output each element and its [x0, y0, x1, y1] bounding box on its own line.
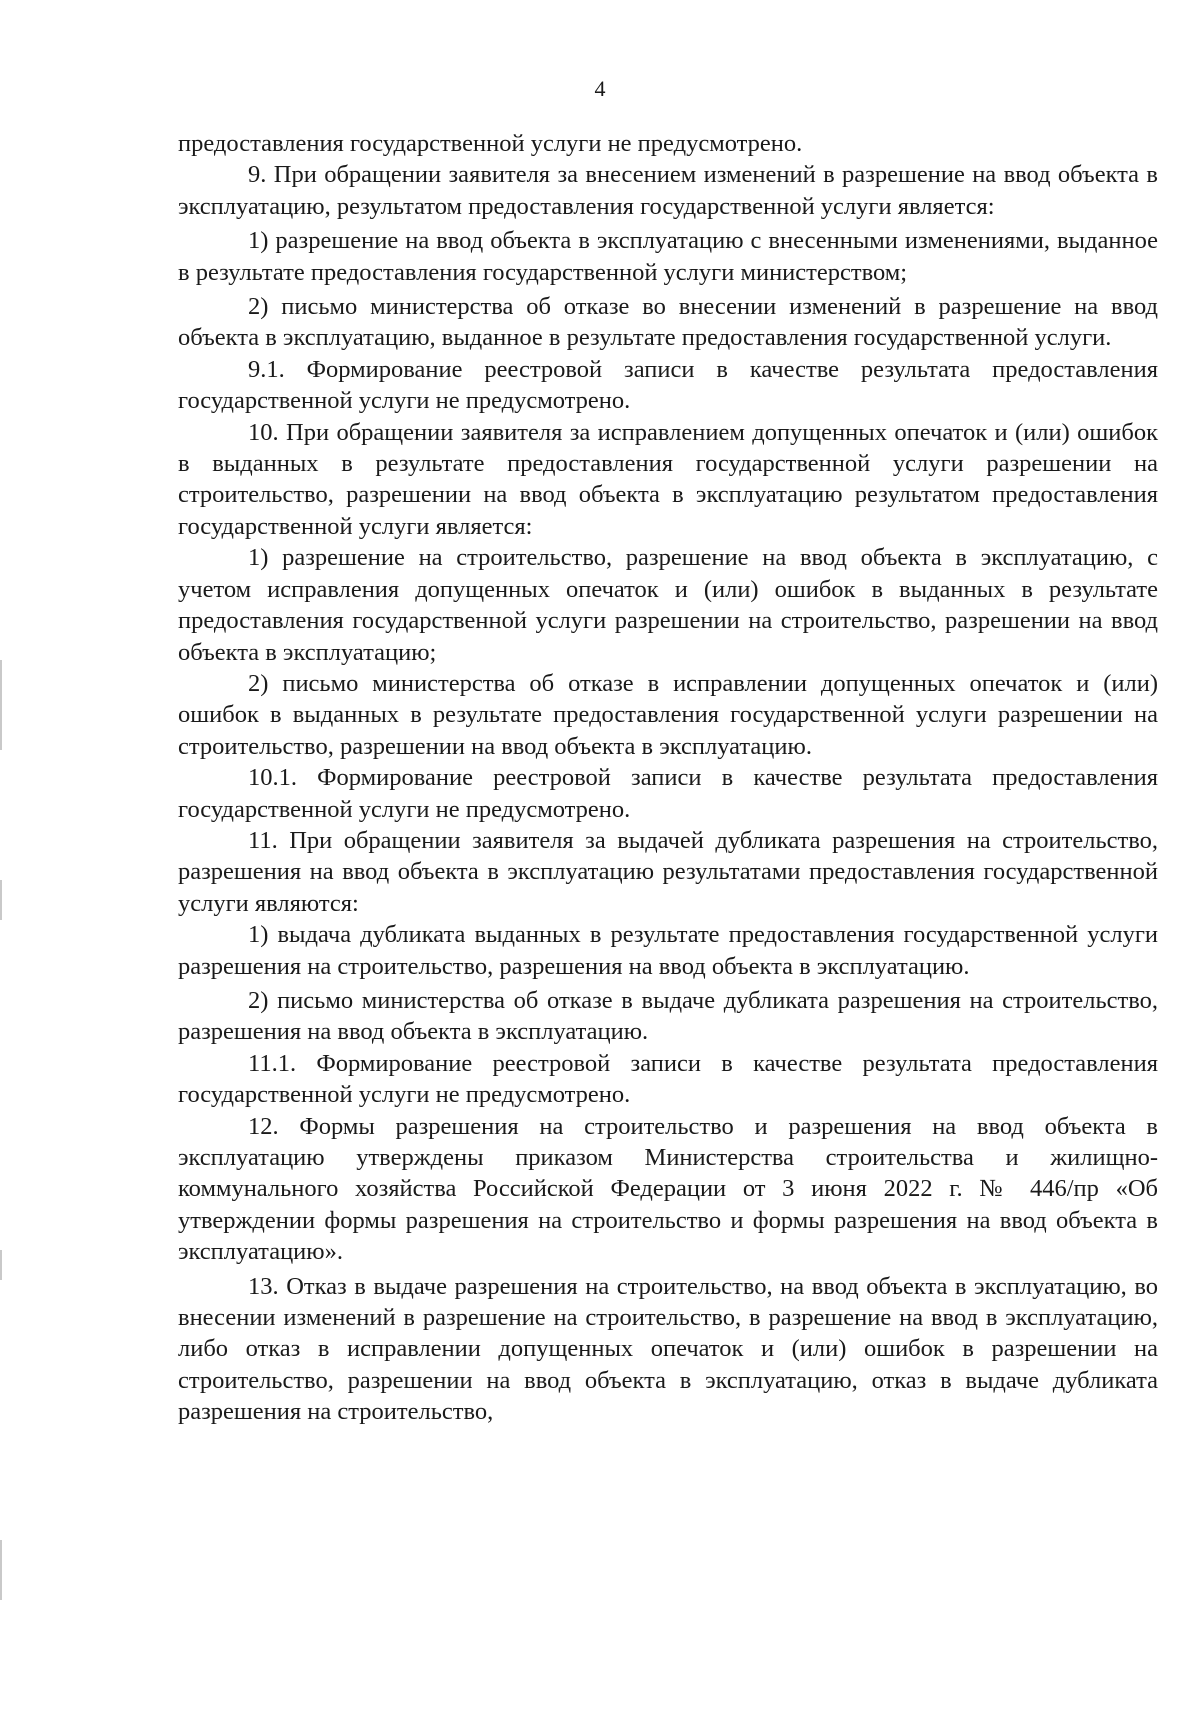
paragraph-11: 11. При обращении заявителя за выдачей дубликата разрешения на строительство, разрешения на ввод объекта в эксплуатацию результатами предоставления государственной услуги являются:: [178, 826, 1158, 917]
paragraph-10-1: 10.1. Формирование реестровой записи в качестве результата предоставления государственной услуги не предусмотрено.: [178, 764, 1158, 823]
paragraph-10-item-1: 1) разрешение на строительство, разрешение на ввод объекта в эксплуатацию, с учетом исправления допущенных опечаток и (или) ошибок в выданных в результате предоставления государственной услуги разрешении на строительство, разрешении на ввод объекта в эксплуатацию;: [178, 544, 1158, 666]
page-number: 4: [594, 76, 606, 101]
scan-margin-mark: [0, 1540, 2, 1600]
paragraph-10-item-2: 2) письмо министерства об отказе в исправлении допущенных опечаток и (или) ошибок в выданных в результате предоставления государственной услуги разрешении на строительство, разрешении на ввод объекта в эксплуатацию.: [178, 669, 1158, 760]
paragraph-12: 12. Формы разрешения на строительство и разрешения на ввод объекта в эксплуатацию утверждены приказом Министерства строительства и жилищно-коммунального хозяйства Российской Федерации от 3 июня 2022 г. № 446/пр «Об утверждении формы разрешения на строительство и формы разрешения на ввод объекта в эксплуатацию».: [178, 1112, 1158, 1266]
document-body: [178, 128, 1158, 1428]
paragraph-10: 10. При обращении заявителя за исправлением допущенных опечаток и (или) ошибок в выданных в результате предоставления государственной услуги разрешении на строительство, разрешении на ввод объекта в эксплуатацию результатом предоставления государственной услуги является:: [178, 418, 1158, 540]
paragraph: предоставления государственной услуги не предусмотрено.: [178, 130, 803, 157]
paragraph-13: 13. Отказ в выдаче разрешения на строительство, на ввод объекта в эксплуатацию, во внесении изменений в разрешение на строительство, в разрешение на ввод в эксплуатацию, либо отказ в исправлении допущенных опечаток и (или) ошибок в разрешении на строительство, разрешении на ввод объекта в эксплуатацию, отказ в выдаче дубликата разрешения на строительство,: [178, 1272, 1158, 1426]
paragraph-11-1: 11.1. Формирование реестровой записи в качестве результата предоставления государственной услуги не предусмотрено.: [178, 1049, 1158, 1109]
paragraph-11-item-2: 2) письмо министерства об отказе в выдаче дубликата разрешения на строительство, разрешения на ввод объекта в эксплуатацию.: [178, 986, 1158, 1046]
scan-margin-mark: [0, 1250, 2, 1280]
paragraph-9-item-1: 1) разрешение на ввод объекта в эксплуатацию с внесенными изменениями, выданное в результате предоставления государственной услуги министерством;: [178, 227, 1158, 286]
paragraph-9-1: 9.1. Формирование реестровой записи в качестве результата предоставления государственной услуги не предусмотрено.: [178, 355, 1158, 415]
paragraph-9: 9. При обращении заявителя за внесением изменений в разрешение на ввод объекта в эксплуатацию, результатом предоставления государственной услуги является:: [178, 161, 1158, 220]
scan-margin-mark: [0, 660, 2, 750]
scan-margin-mark: [0, 880, 2, 920]
paragraph-11-item-1: 1) выдача дубликата выданных в результате предоставления государственной услуги разрешения на строительство, разрешения на ввод объекта в эксплуатацию.: [178, 921, 1158, 980]
paragraph-9-item-2: 2) письмо министерства об отказе во внесении изменений в разрешение на ввод объекта в эксплуатацию, выданное в результате предоставления государственной услуги.: [178, 293, 1158, 352]
